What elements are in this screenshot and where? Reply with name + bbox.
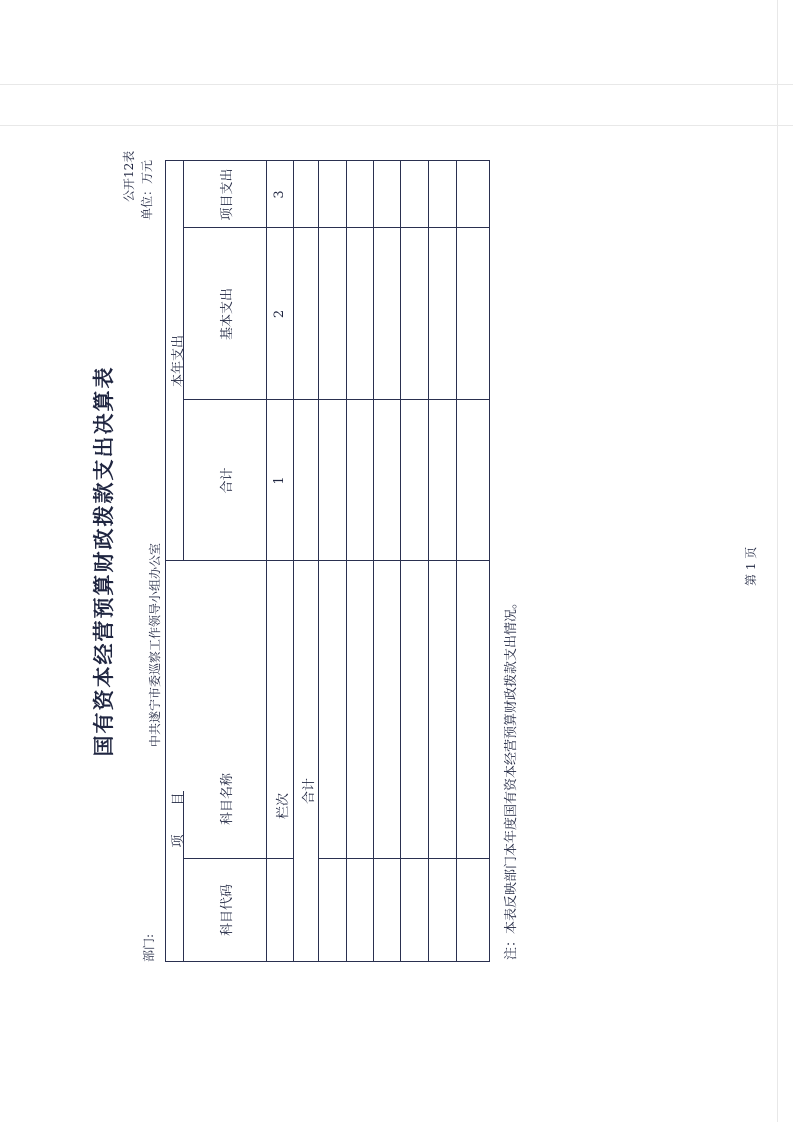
form-code: 公开12表 [122,150,136,202]
table-line [456,161,457,961]
unit-label: 单位：万元 [140,159,154,220]
header-basic: 基本支出 [220,288,235,341]
table-line [346,161,347,961]
row-column-label: 栏次 [276,793,291,820]
header-subject-name: 科目名称 [220,773,235,826]
department-name: 中共遂宁市委巡察工作领导小组办公室 [148,542,162,747]
header-project: 项目支出 [220,168,235,221]
header-current-year: 本年支出 [171,335,186,388]
table-note: 注：本表反映部门本年度国有资本经营预算财政拨款支出情况。 [504,595,519,960]
table-line [166,560,490,561]
table-line [400,161,401,961]
table-line [428,161,429,961]
table-line [293,161,294,961]
page-number: 第 1 页 [744,546,758,586]
table-line [266,161,267,961]
col-index-3: 3 [272,190,287,199]
table-line [318,858,490,859]
col-index-2: 2 [272,309,287,319]
table-line [318,161,319,961]
table-line [183,858,293,859]
header-total: 合计 [220,467,235,494]
table-line [373,161,374,961]
header-item-group: 项 目 [171,784,186,848]
row-total-label: 合计 [302,778,317,805]
col-index-1: 1 [272,476,287,485]
header-subject-code: 科目代码 [220,884,235,937]
document-title: 国有资本经营预算财政拨款支出决算表 [92,365,116,757]
expenditure-table [165,160,490,962]
department-label: 部门: [142,933,156,962]
